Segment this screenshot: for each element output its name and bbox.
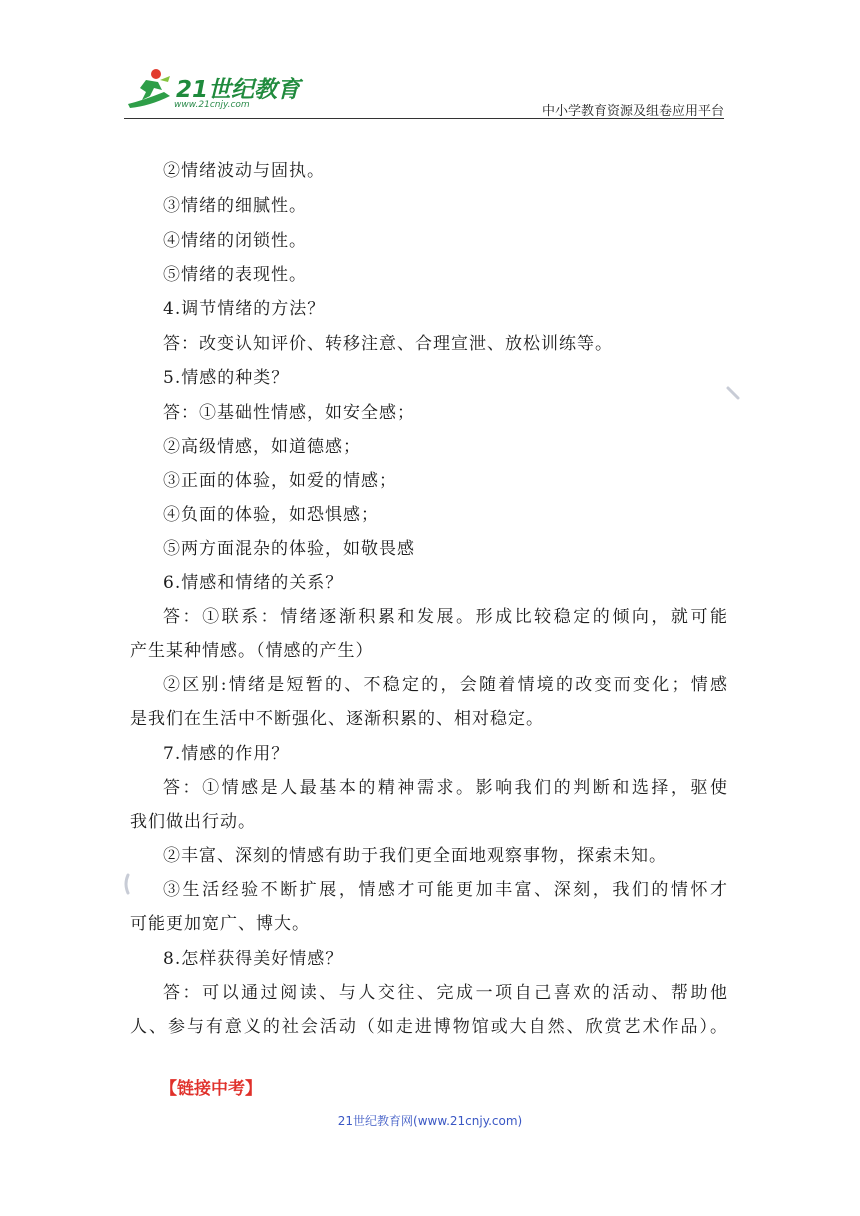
text-line: 答：①基础性情感，如安全感；: [163, 403, 415, 423]
text-line: 6.情感和情绪的关系？: [163, 573, 344, 593]
scan-mark-icon: [122, 872, 132, 896]
text-line: 答：①情感是人最基本的精神需求。影响我们的判断和选择，驱使: [163, 778, 728, 798]
text-line: ②情绪波动与固执。: [163, 161, 325, 181]
text-line: ⑤情绪的表现性。: [163, 265, 307, 285]
text-line: ③正面的体验，如爱的情感；: [163, 471, 397, 491]
text-line: 答：改变认知评价、转移注意、合理宣泄、放松训练等。: [163, 334, 613, 354]
text-line: ②丰富、深刻的情感有助于我们更全面地观察事物，探索未知。: [163, 846, 667, 866]
text-line: ④情绪的闭锁性。: [163, 231, 307, 251]
site-logo[interactable]: [124, 66, 301, 116]
text-line: ④负面的体验，如恐惧感；: [163, 505, 379, 525]
text-line: 7.情感的作用？: [163, 744, 290, 764]
logo-text: 21世纪教育: [176, 77, 301, 103]
page-header: [0, 0, 860, 125]
text-line: ②区别:情绪是短暂的、不稳定的，会随着情境的改变而变化；情感: [163, 675, 728, 695]
text-line: 我们做出行动。: [130, 812, 256, 832]
text-line: 8.怎样获得美好情感？: [163, 949, 344, 969]
text-line: 可能更加宽广、博大。: [130, 914, 310, 934]
text-line: 5.情感的种类？: [163, 368, 290, 388]
platform-label: 中小学教育资源及组卷应用平台: [541, 104, 724, 119]
text-line: 产生某种情感。（情感的产生）: [130, 641, 374, 661]
text-line: ③生活经验不断扩展，情感才可能更加丰富、深刻，我们的情怀才: [163, 880, 728, 900]
text-line: ②高级情感，如道德感；: [163, 437, 361, 457]
text-line: ⑤两方面混杂的体验，如敬畏感: [163, 539, 415, 559]
text-line: 人、参与有意义的社会活动（如走进博物馆或大自然、欣赏艺术作品）。: [130, 1017, 728, 1037]
text-line: 4.调节情绪的方法？: [163, 299, 326, 319]
header-divider: [124, 118, 724, 119]
scan-mark-icon: [724, 384, 744, 404]
page-footer[interactable]: 21世纪教育网(www.21cnjy.com): [337, 1114, 523, 1128]
text-line: 答：①联系：情绪逐渐积累和发展。形成比较稳定的倾向，就可能: [163, 607, 728, 627]
text-line: ③情绪的细腻性。: [163, 196, 307, 216]
text-line: 是我们在生活中不断强化、逐渐积累的、相对稳定。: [130, 709, 544, 729]
running-figure-icon: [124, 66, 174, 110]
logo-url: www.21cnjy.com: [174, 100, 250, 110]
section-link-title: 【链接中考】: [160, 1079, 262, 1099]
text-line: 答：可以通过阅读、与人交往、完成一项自己喜欢的活动、帮助他: [163, 983, 728, 1003]
